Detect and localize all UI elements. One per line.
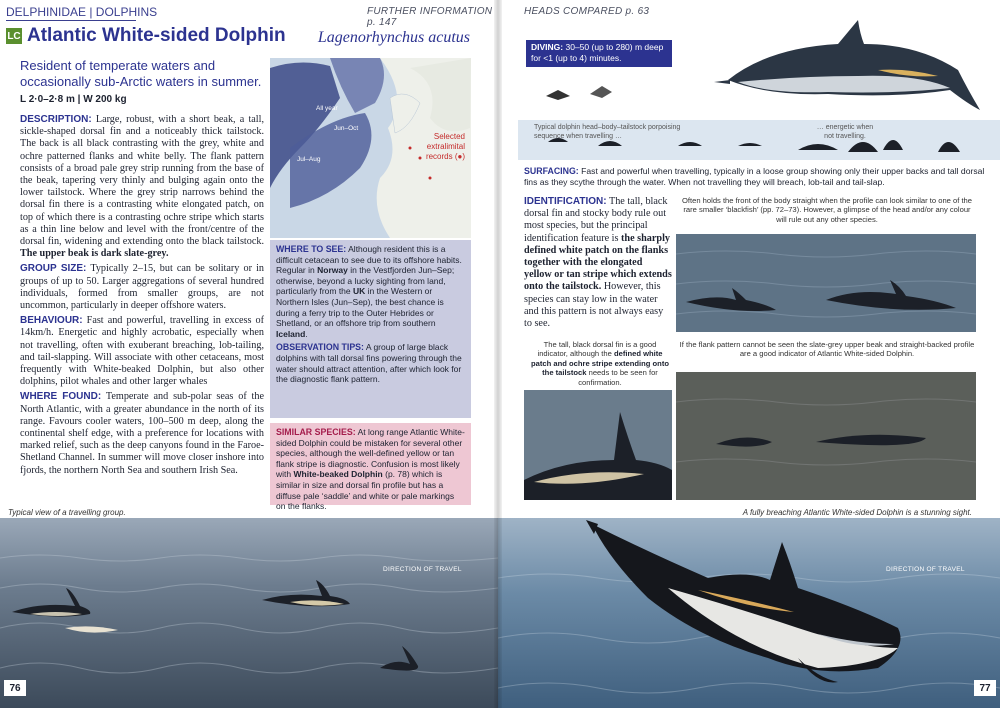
- book-gutter: [494, 0, 502, 708]
- where-iceland: Iceland: [276, 328, 306, 339]
- group-text: Typically 2–15, but can be solitary or in groups of up to 50. Larger aggregations of several hundred individuals, formed from smaller groups, are not uncommon, particularly in deeper offshore waters.: [20, 263, 264, 312]
- low-profile-drawing: [676, 234, 976, 332]
- low-profile-photo: [676, 234, 976, 332]
- latin-name: Lagenorhynchus acutus: [317, 29, 470, 46]
- breaching-drawing: [498, 518, 1000, 708]
- where-uk: UK: [353, 286, 366, 297]
- map-label-all-year: All year: [316, 105, 338, 112]
- identification-text-a: The tall, black dorsal fin and stocky body rule out most species, but the principal identification feature is: [524, 196, 668, 244]
- family-heading: DELPHINIDAE | DOLPHINS: [6, 5, 158, 19]
- caption-small-text-a: The tall, black dorsal fin is a good indicator, although the: [537, 340, 657, 359]
- slate-beak-photo: [676, 372, 976, 500]
- obs-tips-para: [276, 342, 465, 384]
- behaviour-label: BEHAVIOUR:: [20, 315, 83, 327]
- species-title: Atlantic White-sided Dolphin: [27, 25, 286, 46]
- range-map: [270, 58, 471, 238]
- left-page: [0, 0, 498, 708]
- diving-label: DIVING:: [531, 42, 564, 52]
- main-text-column: [20, 114, 264, 480]
- identification-para: [524, 196, 672, 330]
- behaviour-text: Fast and powerful, travelling in excess of 14km/h. Energetic and highly acrobatic, especially when not travelling, often with exuberant breaching, lob-tailing, and tail-slapping. Will associate with other cetaceans, most frequently with White-beaked Dolphin, but also other dolphins, pilot whales and other larger whales: [20, 315, 265, 388]
- where-norway: Norway: [317, 265, 348, 276]
- dorsal-fin-drawing: [524, 390, 672, 500]
- direction-of-travel-left: DIRECTION OF TRAVEL: [383, 566, 462, 573]
- identification-bold: the sharply defined white patch on the flanks together with the elongated yellow or tan stripe which extends onto the tailstock.: [524, 232, 672, 293]
- page-number-right: 77: [974, 680, 996, 696]
- map-label-jun-oct: Jun–Oct: [334, 125, 359, 132]
- group-para: [20, 263, 264, 312]
- sequence-caption-1: Typical dolphin head–body–tailstock porpoising sequence when travelling …: [534, 124, 681, 140]
- description-label: DESCRIPTION:: [20, 114, 92, 125]
- description-para: [20, 114, 264, 260]
- surfacing-text: Fast and powerful when travelling, typically in a loose group showing only their upper backs and tall dorsal fins as they scythe through the water. When not travelling they will breach, lob-tail and tail-slap.: [524, 166, 985, 187]
- diving-box: [526, 40, 672, 67]
- identification-text-b: However, this species can stay low in the water and this pattern is not always easy to see.: [524, 281, 664, 330]
- heads-compared-ref: HEADS COMPARED p. 63: [524, 6, 650, 17]
- measurements: L 2·0–2·8 m | W 200 kg: [20, 94, 127, 105]
- caption-small-photo: [528, 340, 672, 387]
- title-row: [6, 25, 286, 47]
- caption-mid-photo: If the flank pattern cannot be seen the slate-grey upper beak and straight-backed profile are a good indicator of Atlantic White-sided Dolphin.: [679, 340, 975, 359]
- caption-small-bold: defined white patch and ochre stripe extending onto the tailstock: [531, 349, 669, 378]
- where-to-see-box: [270, 240, 471, 418]
- similar-text-a: At long range Atlantic White-sided Dolphin could be mistaken for several other species, although the well-defined yellow or tan flank stripe is diagnostic. Confusion is most likely with: [276, 427, 465, 480]
- where-to-see-text-c: in the Western or Northern Isles (Jun–Sep), the best chance is during a ferry trip to the Outer Hebrides or Shetland, or an offshore trip from southern: [276, 286, 444, 329]
- map-label-jul-aug: Jul–Aug: [297, 156, 321, 163]
- behaviour-para: [20, 315, 264, 388]
- description-bold: The upper beak is dark slate-grey.: [20, 248, 169, 260]
- diving-text: 30–50 (up to 280) m deep for <1 (up to 4) minutes.: [531, 42, 664, 63]
- where-to-see-para: WHERE TO SEE: Although resident this is a difficult cetacean to see due to its offshore habits. Regular in Norway in the Vestfjorden Jun–Sep; otherwise, beyond a lucky sighting from land, particularly from the UK in the Western or Northern Isles (Jun–Sep), the best chance is during a ferry trip to the Outer Hebrides or Shetland, or an offshore trip from southern Iceland.: [276, 244, 462, 339]
- surfacing-para: [524, 166, 996, 187]
- where-to-see-text-a: Although resident this is a difficult cetacean to see due to its offshore habits. Regular in: [276, 244, 462, 276]
- dorsal-fin-photo: [524, 390, 672, 500]
- where-to-see-label: WHERE TO SEE:: [276, 244, 347, 254]
- left-photo-caption: Typical view of a travelling group.: [8, 508, 126, 517]
- similar-para: [276, 427, 465, 512]
- surfacing-label: SURFACING:: [524, 166, 579, 176]
- header-rule: [6, 20, 136, 21]
- wherefound-para: [20, 391, 264, 476]
- map-extralimital-note: Selected extralimital records (●): [425, 132, 465, 161]
- similar-species-box: [270, 423, 471, 512]
- further-info-ref: FURTHER INFORMATION p. 147: [367, 6, 493, 28]
- group-label: GROUP SIZE:: [20, 263, 87, 275]
- sequence-caption-2: … energetic when not travelling.: [816, 124, 874, 140]
- obs-tips-text: A group of large black dolphins with tall dorsal fins powering through the water should attract attention, after which look for the diagnostic flank pattern.: [276, 342, 462, 385]
- direction-of-travel-right: DIRECTION OF TRAVEL: [886, 566, 965, 573]
- similar-bold: White-beaked Dolphin: [293, 469, 383, 480]
- breaching-photo: [498, 518, 1000, 708]
- obs-tips-label: OBSERVATION TIPS:: [276, 342, 364, 353]
- wherefound-text: Temperate and sub-polar seas of the North Atlantic, with a greater abundance in the north of its range. Favours cooler waters, 100–500 m deep, along the continental shelf edge, with a preference for locations with marked relief, such as the deep canyons found in the Faroe-Shetland Channel. In summer will move closer inshore into fjords, the northern North Sea and southern Irish Sea.: [20, 391, 264, 476]
- caption-small-text-b: needs to be seen for confirmation.: [578, 368, 658, 387]
- lede-text: Resident of temperate waters and occasionally sub-Arctic waters in summer.: [20, 58, 262, 89]
- right-photo-caption: A fully breaching Atlantic White-sided Dolphin is a stunning sight.: [742, 508, 972, 517]
- status-badge: LC: [6, 28, 22, 44]
- identification-label: IDENTIFICATION:: [524, 196, 607, 207]
- slate-beak-drawing: [676, 372, 976, 500]
- where-to-see-text-b: in the Vestfjorden Jun–Sep; otherwise, beyond a lucky sighting from land, particularly from the: [276, 265, 455, 297]
- description-text: Large, robust, with a short beak, a tall, sickle-shaped dorsal fin and a noticeably thick tailstock. The back is all black contrasting with the grey, white and ochre patterned flanks and white belly. The flank pattern consists of a broad pale grey strip running from the base of the beak, tapering very thinly and bulging again onto the lower tailstock. Where the grey strip narrows behind the dorsal fin there is a contrasting white elongated patch, on top of which there is a contrasting ochre stripe which starts as a thin line below and level with the front/centre of the dorsal fin, widening and extending onto the black tailstock.: [20, 114, 265, 248]
- similar-text-b: (p. 78) which is similar in size and dorsal fin profile but has a diffuse pale ‘saddle’ and white or pale markings on the flanks.: [276, 469, 455, 512]
- right-page: [498, 0, 1000, 708]
- sea-photo-drawing: [0, 518, 498, 708]
- caption-top-photo: Often holds the front of the body straight when the profile can look similar to one of the rare smaller ‘blackfish’ (pp. 72–73). However, a glimpse of the head and/or any colour will rule out any other species.: [682, 196, 972, 224]
- similar-label: SIMILAR SPECIES:: [276, 427, 356, 437]
- page-number-left: 76: [4, 680, 26, 696]
- travelling-group-photo: [0, 518, 498, 708]
- wherefound-label: WHERE FOUND:: [20, 391, 102, 403]
